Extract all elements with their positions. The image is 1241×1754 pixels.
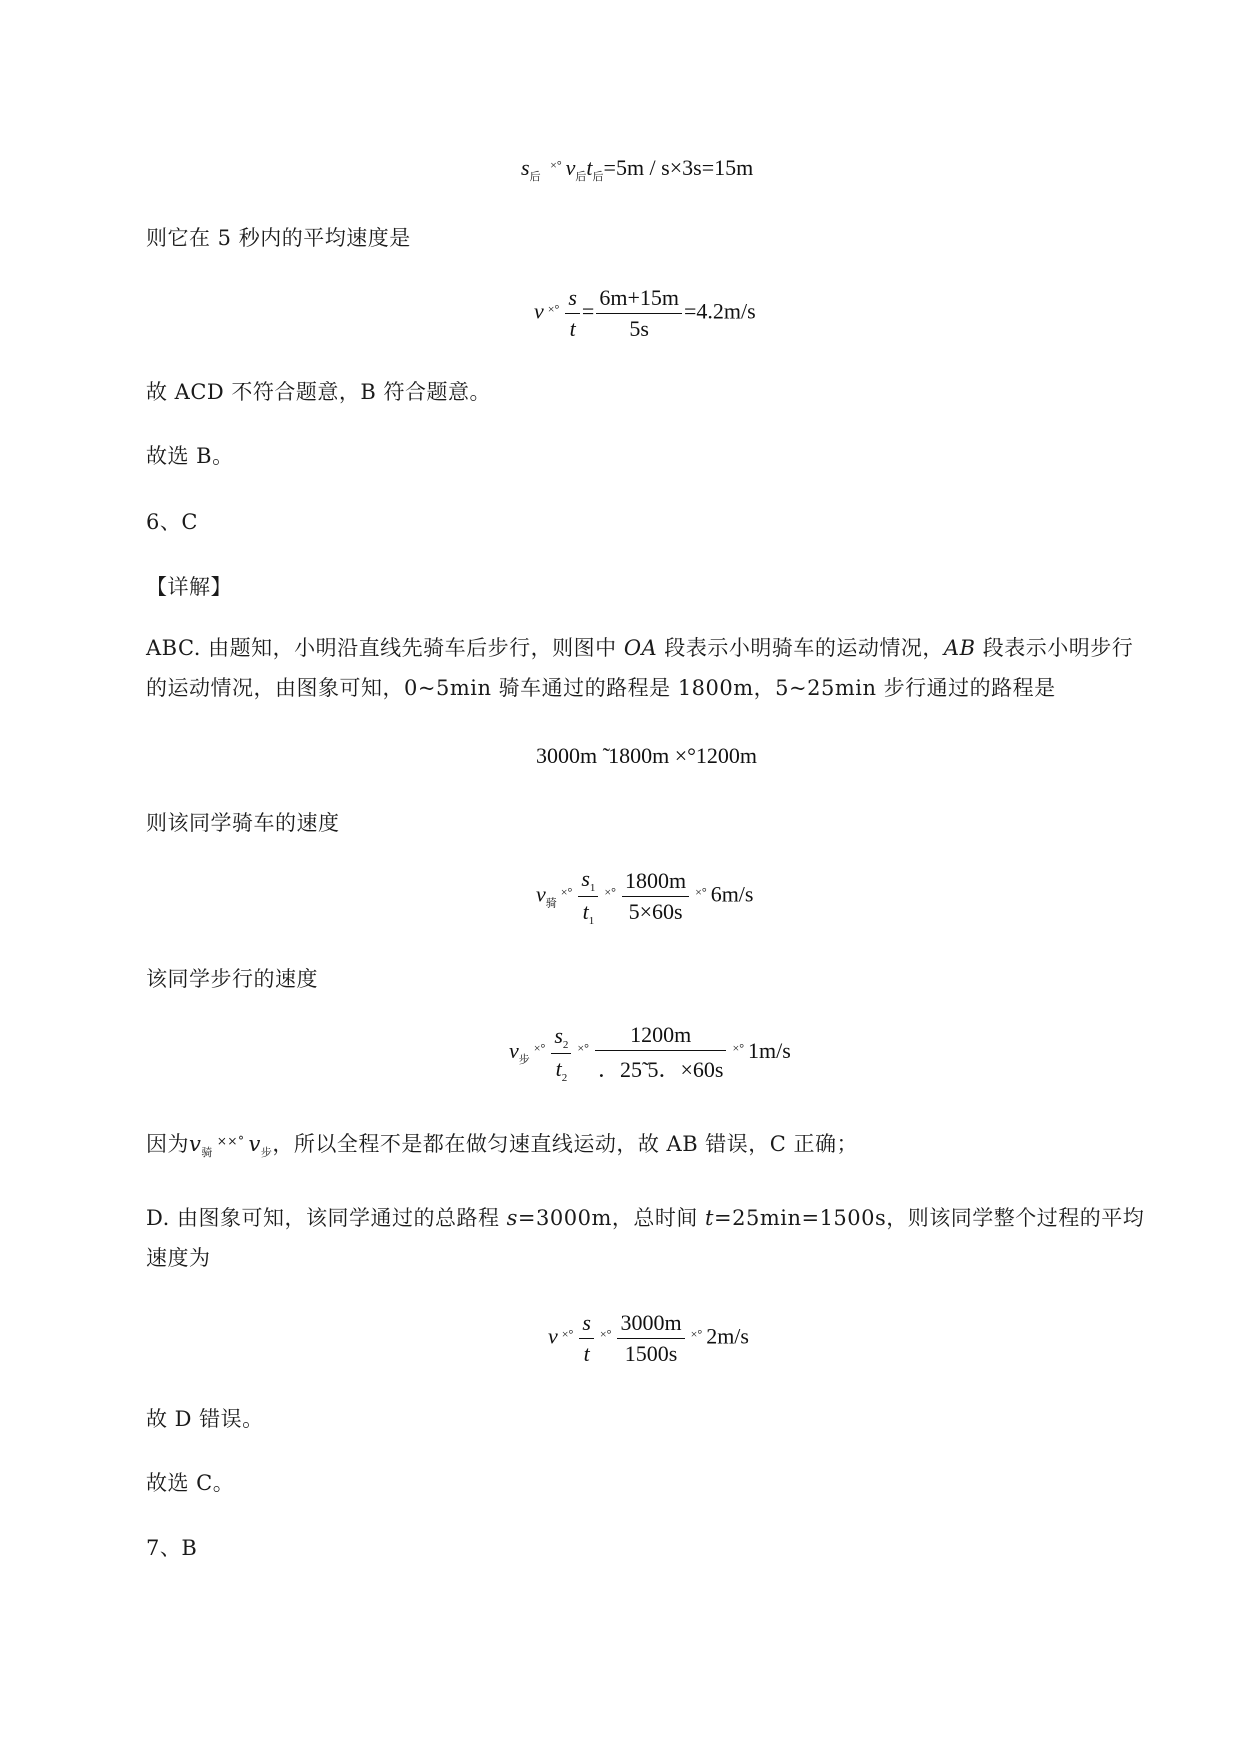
equation-total-average-speed: v ×° $\frac{s}{t}$ ×° $\frac{3000m}{1500s}$ ×° 2m/s: [548, 1310, 749, 1366]
equation-walk-distance: 3000m ̃ 1800m ×°1200m: [536, 743, 758, 768]
text-line: 则该同学骑车的速度: [146, 811, 340, 835]
fraction: $\frac{s_2}{t_2}$: [551, 1023, 571, 1084]
equation-riding-speed: $v_骑^{\times^\circ}$ $\frac{s_1}{t_1}$ ×° $\frac{1800m}{5\times 60s}$ ×° 6m/s: [536, 866, 754, 927]
fraction: $\frac{3000m}{1500s}$: [617, 1310, 684, 1367]
question-number: 6、C: [146, 510, 198, 534]
fraction: $\frac{1200m}{.25̃ 5.\times 60s}$: [595, 1022, 726, 1084]
text-line: 则它在 5 秒内的平均速度是: [146, 226, 411, 250]
text-line: 因为$v_骑^{\times\times^\circ}$ $v_步$，所以全程不是都在做匀速直线运动，故 AB 错误，C 正确；: [146, 1132, 859, 1159]
equation-average-speed: v ×° $\frac{s}{t}$ = $\frac{6m+15m}{5s}$ =4.2m/s: [534, 285, 756, 341]
equation-walking-speed: $v_步^{\times^\circ}$ $\frac{s_2}{t_2}$ ×° $\frac{1200m}{.25̃ 5.\times 60s}$ ×° 1m/s: [509, 1022, 791, 1084]
text-line: 该同学步行的速度: [146, 967, 318, 991]
text-line: 故 D 错误。: [146, 1407, 264, 1431]
fraction: $\frac{6m+15m}{5s}$: [596, 285, 682, 342]
text-line: 故选 B。: [146, 444, 234, 468]
fraction: $\frac{s}{t}$: [579, 1310, 594, 1367]
fraction: $\frac{1800m}{5\times 60s}$: [622, 868, 689, 925]
section-heading: 【详解】: [146, 575, 232, 599]
text-line: 故选 C。: [146, 1471, 235, 1495]
fraction: $\frac{s}{t}$: [565, 285, 580, 342]
fraction: $\frac{s_1}{t_1}$: [578, 866, 598, 927]
paragraph: ABC. 由题知，小明沿直线先骑车后步行，则图中 OA 段表示小明骑车的运动情况，AB 段表示小明步行的运动情况，由图象可知，0~5min 骑车通过的路程是 1800m，5~25min 步行通过的路程是: [146, 636, 1134, 700]
equation-distance-after: $s_后$ ×° $v_后t_后=5m / s\times 3s=15m$: [521, 155, 754, 183]
text-line: 故 ACD 不符合题意，B 符合题意。: [146, 380, 492, 404]
question-number: 7、B: [146, 1536, 198, 1560]
paragraph: D. 由图象可知，该同学通过的总路程 s=3000m，总时间 t=25min=1500s，则该同学整个过程的平均速度为: [146, 1206, 1145, 1270]
